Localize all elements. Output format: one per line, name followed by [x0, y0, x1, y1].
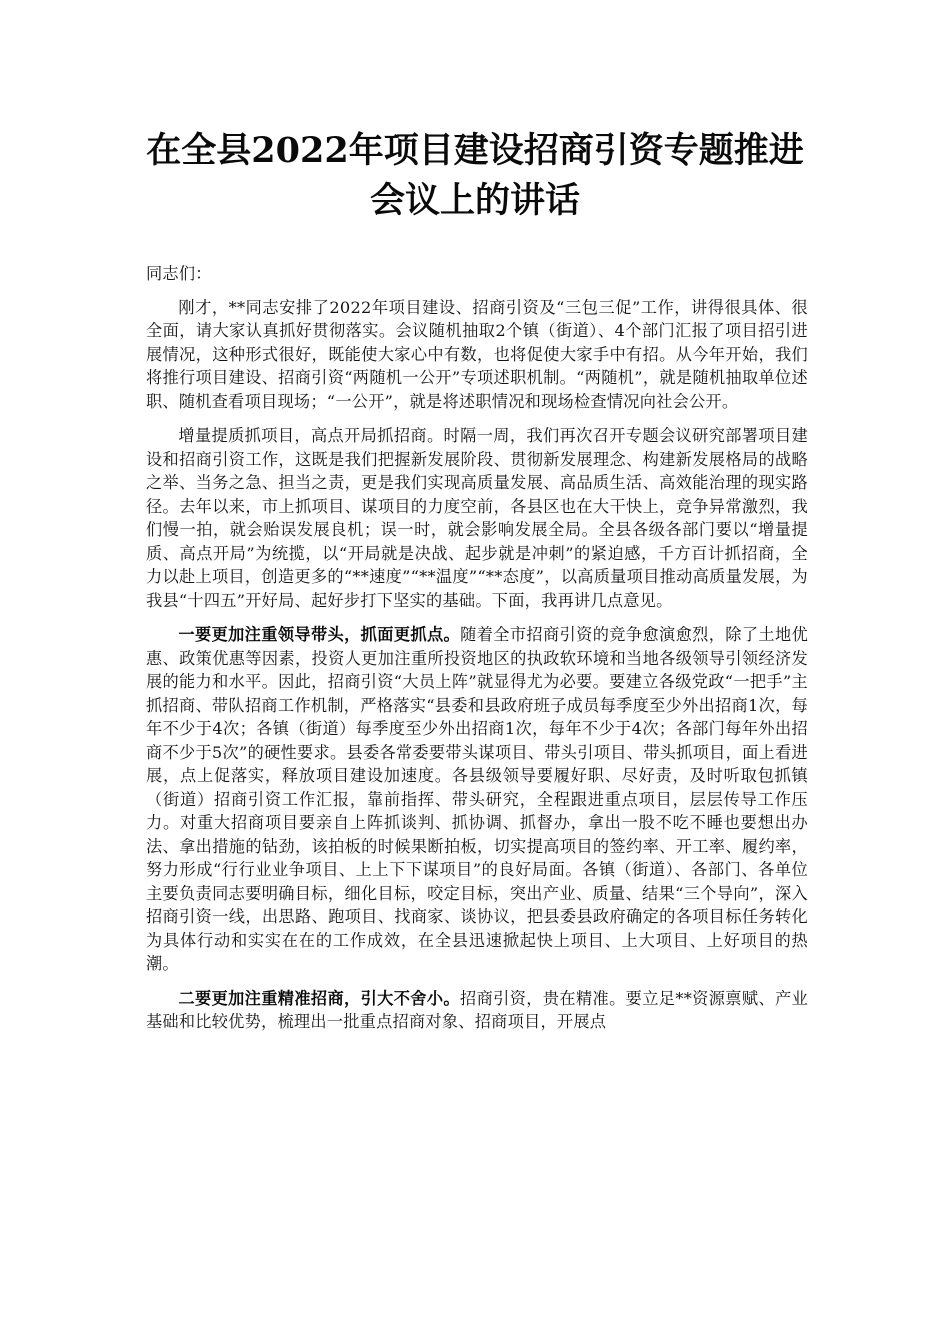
paragraph-2-text: 增量提质抓项目，高点开局抓招商。时隔一周，我们再次召开专题会议研究部署项目建设和招商引资工作，这既是我们把握新发展阶段、贯彻新发展理念、构建新发展格局的战略之举、当务之急、担当之责，更是我们实现高质量发展、高品质生活、高效能治理的现实路径。去年以来，市上抓项目、谋项目的力度空前，各县区也在大干快上，竞争异常激烈，我们慢一拍，就会贻误发展良机；误一时，就会影响发展全局。全县各级各部门要以“增量提质、高点开局”为统揽，以“开局就是决战、起步就是冲刺”的紧迫感，千方百计抓招商，全力以赴上项目，创造更多的“**速度”“**温度”“**态度”，以高质量项目推动高质量发展，为我县“十四五”开好局、起好步打下坚实的基础。下面，我再讲几点意见。 [146, 426, 808, 610]
paragraph-4-text: 招商引资，贵在精准。要立足**资源禀赋、产业基础和比较优势，梳理出一批重点招商对象、招商项目，开展点 [146, 988, 809, 1031]
title-line-2: 会议上的讲话 [369, 180, 580, 221]
salutation: 同志们： [146, 264, 212, 283]
document-title [100, 126, 850, 226]
paragraph-4-heading: 二要更加注重精准招商，引大不舍小。 [178, 988, 461, 1008]
paragraph-3-text: 随着全市招商引资的竞争愈演愈烈，除了土地优惠、政策优惠等因素，投资人更加注重所投资地区的执政软环境和当地各级领导引领经济发展的能力和水平。因此，招商引资“大员上阵”就显得尤为必要。要建立各级党政“一把手”主抓招商、带队招商工作机制，严格落实“县委和县政府班子成员每季度至少外出招商1次，每年不少于4次；各镇（街道）每季度至少外出招商1次，每年不少于4次；各部门每年外出招商不少于5次”的硬性要求。县委各常委要带头谋项目、带头引项目、带头抓项目，面上看进展，点上促落实，释放项目建设加速度。各县级领导要履好职、尽好责，及时听取包抓镇（街道）招商引资工作汇报，靠前指挥、带头研究，全程跟进重点项目，层层传导工作压力。对重大招商项目要亲自上阵抓谈判、抓协调、抓督办，拿出一股不吃不睡也要想出办法、拿出措施的钻劲，该拍板的时候果断拍板，切实提高项目的签约率、开工率、履约率，努力形成“行行业业争项目、上上下下谋项目”的良好局面。各镇（街道）、各部门、各单位主要负责同志要明确目标，细化目标，咬定目标，突出产业、质量、结果“三个导向”，深入招商引资一线，出思路、跑项目、找商家、谈协议，把县委县政府确定的各项目标任务转化为具体行动和实实在在的工作成效，在全县迅速掀起快上项目、上大项目、上好项目的热潮。 [146, 625, 809, 973]
document-body [146, 262, 808, 1045]
paragraph-2 [146, 424, 808, 612]
paragraph-3 [146, 623, 808, 976]
paragraph-1-text: 刚才，**同志安排了2022年项目建设、招商引资及“三包三促”工作，讲得很具体、很全面，请大家认真抓好贯彻落实。会议随机抽取2个镇（街道）、4个部门汇报了项目招引进展情况，这种形式很好，既能使大家心中有数，也将促使大家手中有招。从今年开始，我们将推行项目建设、招商引资“两随机一公开”专项述职机制。“两随机”，就是随机抽取单位述职、随机查看项目现场；“一公开”，就是将述职情况和现场检查情况向社会公开。 [146, 297, 808, 411]
title-line-1: 在全县2022年项目建设招商引资专题推进 [146, 130, 804, 171]
paragraph-4 [146, 987, 808, 1034]
paragraph-1 [146, 296, 808, 414]
paragraph-3-heading: 一要更加注重领导带头，抓面更抓点。 [178, 625, 461, 644]
